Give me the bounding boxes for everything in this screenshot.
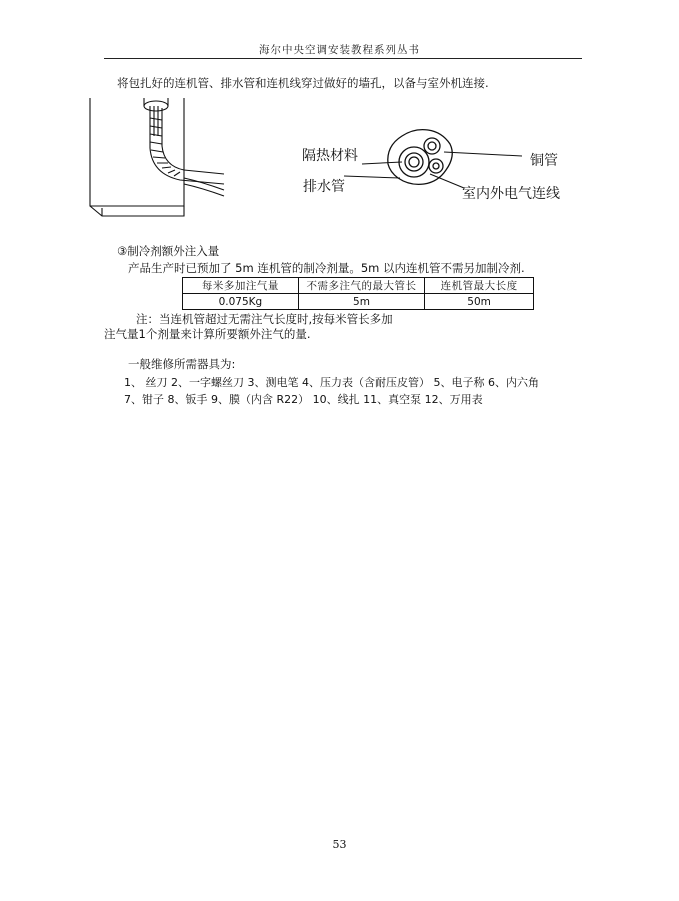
label-copper-pipe: 铜管: [530, 153, 558, 169]
note-line-2: 注气量1个剂量来计算所要额外注气的量.: [104, 327, 311, 341]
section3-heading: ③制冷剂额外注入量: [117, 244, 220, 258]
page-header-title: 海尔中央空调安装教程系列丛书: [259, 44, 420, 56]
label-electric-wire: 室内外电气连线: [462, 186, 560, 202]
label-insulation: 隔热材料: [302, 148, 358, 164]
page-number: 53: [332, 838, 347, 851]
table-row: [183, 294, 534, 310]
table-header-cell: 连机管最大长度: [425, 278, 534, 294]
table-cell: 50m: [425, 294, 534, 310]
table-cell: 5m: [298, 294, 424, 310]
refrigerant-table: [182, 277, 534, 310]
table-header-cell: 不需多注气的最大管长: [298, 278, 424, 294]
label-drain-pipe: 排水管: [303, 179, 345, 195]
tools-heading: 一般维修所需器具为:: [128, 357, 236, 371]
section3-text: 产品生产时已预加了 5m 连机管的制冷剂量。5m 以内连机管不需另加制冷剂.: [128, 261, 525, 275]
note-line-1: 注：当连机管超过无需注气长度时,按每米管长多加: [136, 312, 393, 326]
tools-line-2: 7、钳子 8、钣手 9、膜（内含 R22） 10、线扎 11、真空泵 12、万用表: [124, 393, 483, 406]
table-header-row: [183, 278, 534, 294]
header-rule: [104, 58, 582, 59]
wall-pipe-illustration: [84, 96, 226, 220]
tools-line-1: 1、 丝刀 2、一字螺丝刀 3、测电笔 4、压力表（含耐压皮管） 5、电子称 6、内六角: [124, 376, 539, 389]
intro-paragraph: 将包扎好的连机管、排水管和连机线穿过做好的墙孔，以备与室外机连接.: [117, 76, 489, 90]
table-cell: 0.075Kg: [183, 294, 299, 310]
table-header-cell: 每米多加注气量: [183, 278, 299, 294]
